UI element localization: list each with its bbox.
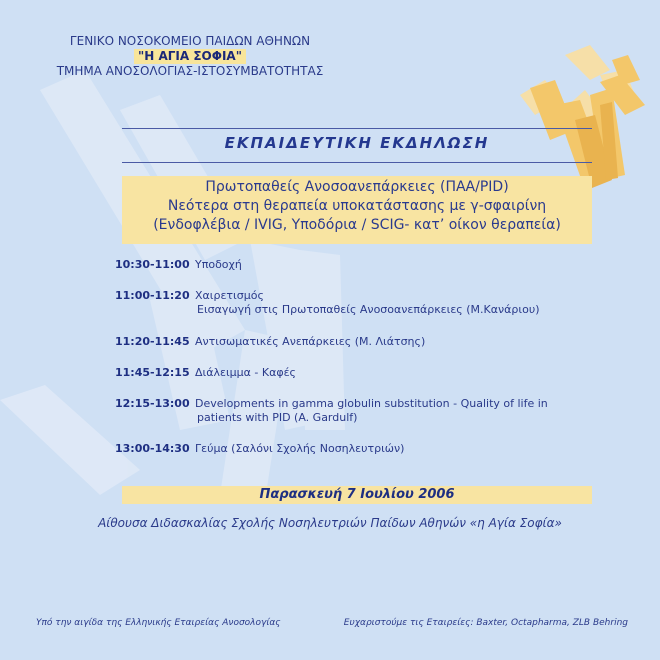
antibody-logo-icon bbox=[520, 45, 645, 190]
event-date: Παρασκευή 7 Ιουλίου 2006 bbox=[122, 486, 592, 504]
footer-patronage: Υπό την αιγίδα της Ελληνικής Εταιρείας Ανοσολογίας bbox=[36, 618, 281, 628]
program-time: 13:00-14:30 bbox=[115, 442, 190, 455]
hospital-name: "Η ΑΓΙΑ ΣΟΦΙΑ" bbox=[134, 49, 246, 64]
program-row bbox=[115, 366, 575, 380]
program-row bbox=[115, 397, 575, 425]
program-sub: patients with PID (A. Gardulf) bbox=[197, 411, 358, 424]
hospital-line: ΓΕΝΙΚΟ ΝΟΣΟΚΟΜΕΙΟ ΠΑΙΔΩΝ ΑΘΗΝΩΝ bbox=[69, 34, 311, 48]
program-desc: Χαιρετισμός bbox=[195, 289, 264, 302]
program-desc: Διάλειμμα - Καφές bbox=[195, 366, 297, 379]
program-desc: Υποδοχή bbox=[195, 258, 242, 271]
program-row bbox=[115, 289, 575, 317]
topic-line: (Ενδοφλέβια / IVIG, Υποδόρια / SCIG- κατ’ οίκον θεραπεία) bbox=[153, 217, 561, 233]
program-list bbox=[115, 258, 575, 456]
program-time: 11:20-11:45 bbox=[115, 335, 190, 348]
top-divider bbox=[122, 128, 592, 129]
program-time: 11:00-11:20 bbox=[115, 289, 190, 302]
program-row bbox=[115, 442, 575, 456]
topic-box bbox=[122, 176, 592, 244]
program-time: 10:30-11:00 bbox=[115, 258, 190, 271]
program-row bbox=[115, 258, 575, 272]
section-title: ΕΚΠΑΙΔΕΥΤΙΚΗ ΕΚΔΗΛΩΣΗ bbox=[224, 134, 490, 152]
hospital-header bbox=[40, 34, 340, 79]
program-sub: Εισαγωγή στις Πρωτοπαθείς Ανοσοανεπάρκειες (Μ.Κανάριου) bbox=[197, 303, 540, 316]
topic-line: Νεότερα στη θεραπεία υποκατάστασης με γ-σφαιρίνη bbox=[167, 198, 547, 214]
event-venue: Αίθουσα Διδασκαλίας Σχολής Νοσηλευτριών Παίδων Αθηνών «η Αγία Σοφία» bbox=[98, 516, 562, 530]
footer-sponsors: Ευχαριστούμε τις Εταιρείες: Baxter, Octapharma, ZLB Behring bbox=[343, 618, 628, 628]
program-time: 12:15-13:00 bbox=[115, 397, 190, 410]
program-desc: Αντισωματικές Ανεπάρκειες (Μ. Λιάτσης) bbox=[195, 335, 426, 348]
title-divider bbox=[122, 162, 592, 163]
program-desc: Developments in gamma globulin substitution - Quality of life in bbox=[195, 397, 548, 410]
program-desc: Γεύμα (Σαλόνι Σχολής Νοσηλευτριών) bbox=[195, 442, 405, 455]
program-row bbox=[115, 335, 575, 349]
department-line: ΤΜΗΜΑ ΑΝΟΣΟΛΟΓΙΑΣ-ΙΣΤΟΣΥΜΒΑΤΟΤΗΤΑΣ bbox=[56, 64, 324, 78]
topic-line: Πρωτοπαθείς Ανοσοανεπάρκειες (ΠΑΑ/PID) bbox=[205, 179, 509, 195]
program-time: 11:45-12:15 bbox=[115, 366, 190, 379]
